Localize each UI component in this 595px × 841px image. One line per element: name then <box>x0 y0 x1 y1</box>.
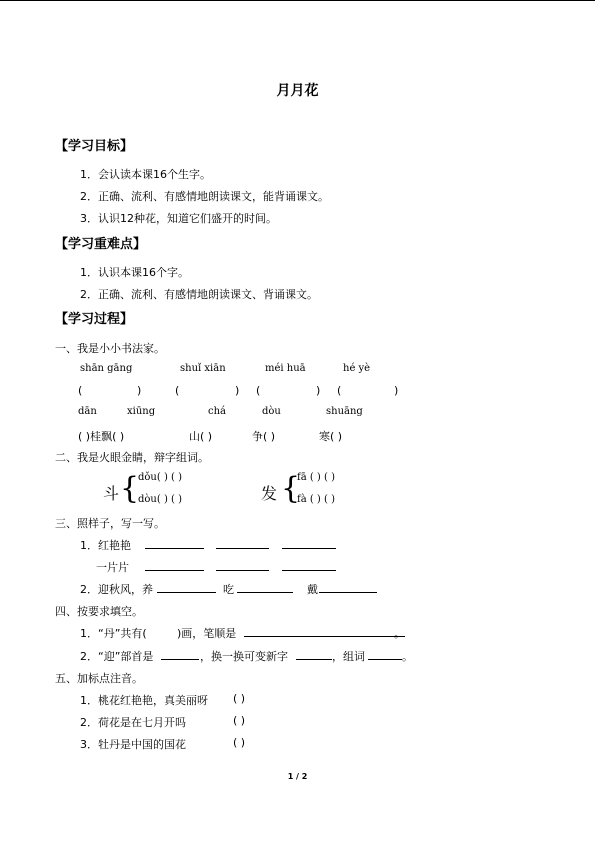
q1-heading: 一、我是小小书法家。 <box>55 342 165 355</box>
pinyin: méi huā <box>265 363 306 374</box>
answer-paren[interactable]: ( ) <box>233 714 246 727</box>
q2-heading: 二、我是火眼金睛，辩字组词。 <box>55 451 209 464</box>
pinyin: dòu <box>262 406 281 417</box>
section-heading-key-points: 【学习重难点】 <box>55 237 147 252</box>
answer-paren[interactable]: ( ) <box>233 736 246 749</box>
goal-item: 1．会认读本课16个生字。 <box>80 168 211 181</box>
q3-heading: 三、照样子，写一写。 <box>55 517 165 530</box>
pinyin: shān gāng <box>80 363 133 374</box>
example-word: 1．红艳艳 <box>80 539 131 552</box>
sentence-item: 2．荷花是在七月开吗 <box>80 716 186 729</box>
answer-blank[interactable] <box>282 558 336 571</box>
goal-item: 3．认识12种花，知道它们盛开的时间。 <box>80 212 277 225</box>
answer-blank[interactable] <box>157 580 216 593</box>
phrase-label: 2．迎秋风，养 <box>80 583 153 596</box>
answer-blank[interactable] <box>216 536 269 549</box>
sentence-item: 1．桃花红艳艳，真美丽呀 <box>80 694 208 707</box>
section-heading-goals: 【学习目标】 <box>55 139 134 154</box>
answer-blank[interactable] <box>216 558 269 571</box>
fill-label: 1．“丹”共有( <box>80 627 147 640</box>
pinyin: hé yè <box>343 363 371 374</box>
fill-label: 。 <box>394 627 405 640</box>
answer-blank[interactable] <box>145 536 204 549</box>
fill-label: 2．“迎”部首是 <box>80 650 154 663</box>
phrase-label: 戴 <box>307 583 318 596</box>
answer-paren[interactable]: ( <box>337 384 342 397</box>
char-choice[interactable]: fà ( ) ( ) <box>297 494 335 505</box>
char-fa: 发 <box>261 484 278 503</box>
answer-blank[interactable] <box>161 647 199 660</box>
fill-label: )画，笔顺是 <box>177 627 237 640</box>
answer-paren: ) <box>235 384 240 397</box>
answer-paren: ) <box>137 384 142 397</box>
key-point-item: 1．认识本课16个字。 <box>80 266 189 279</box>
fill-label: 。 <box>402 650 413 663</box>
brace-icon: { <box>120 471 140 506</box>
pinyin: shuāng <box>326 406 363 417</box>
answer-blank[interactable] <box>145 558 204 571</box>
pinyin: xiūng <box>127 406 156 417</box>
char-dou: 斗 <box>103 484 120 503</box>
pinyin: dān <box>78 406 97 417</box>
top-rule <box>0 0 595 1</box>
fill-word[interactable]: 山( ) <box>189 430 213 443</box>
answer-paren[interactable]: ( <box>175 384 180 397</box>
example-word: 一片片 <box>96 561 129 574</box>
fill-label: ，换一换可变新字 <box>200 650 288 663</box>
fill-label: ，组词 <box>332 650 365 663</box>
answer-paren[interactable]: ( ) <box>233 692 246 705</box>
answer-blank[interactable] <box>368 647 402 660</box>
answer-blank[interactable] <box>296 647 332 660</box>
fill-word[interactable]: ( )桂飘( ) <box>78 430 125 443</box>
answer-paren: ) <box>316 384 321 397</box>
pinyin: chá <box>208 406 227 417</box>
page-number: 1 / 2 <box>287 772 308 781</box>
answer-paren[interactable]: ( <box>256 384 261 397</box>
fill-word[interactable]: 寒( ) <box>319 430 343 443</box>
key-point-item: 2．正确、流利、有感情地朗读课文、背诵课文。 <box>80 288 318 301</box>
phrase-label: 吃 <box>223 583 234 596</box>
brace-icon: { <box>281 471 301 506</box>
sentence-item: 3．牡丹是中国的国花 <box>80 738 186 751</box>
answer-blank[interactable] <box>237 580 293 593</box>
q5-heading: 五、加标点注音。 <box>55 672 143 685</box>
answer-blank[interactable] <box>244 624 405 637</box>
char-choice[interactable]: dòu( ) ( ) <box>138 494 183 505</box>
pinyin: shuǐ xiān <box>180 363 226 374</box>
page-title: 月月花 <box>276 83 319 99</box>
answer-blank[interactable] <box>282 536 336 549</box>
q4-heading: 四、按要求填空。 <box>55 605 143 618</box>
fill-word[interactable]: 争( ) <box>252 430 276 443</box>
goal-item: 2．正确、流利、有感情地朗读课文，能背诵课文。 <box>80 190 329 203</box>
char-choice[interactable]: dǒu( ) ( ) <box>138 472 183 483</box>
answer-paren: ) <box>394 384 399 397</box>
section-heading-process: 【学习过程】 <box>55 312 134 327</box>
char-choice[interactable]: fā ( ) ( ) <box>297 472 335 483</box>
answer-blank[interactable] <box>319 580 377 593</box>
answer-paren[interactable]: ( <box>78 384 83 397</box>
